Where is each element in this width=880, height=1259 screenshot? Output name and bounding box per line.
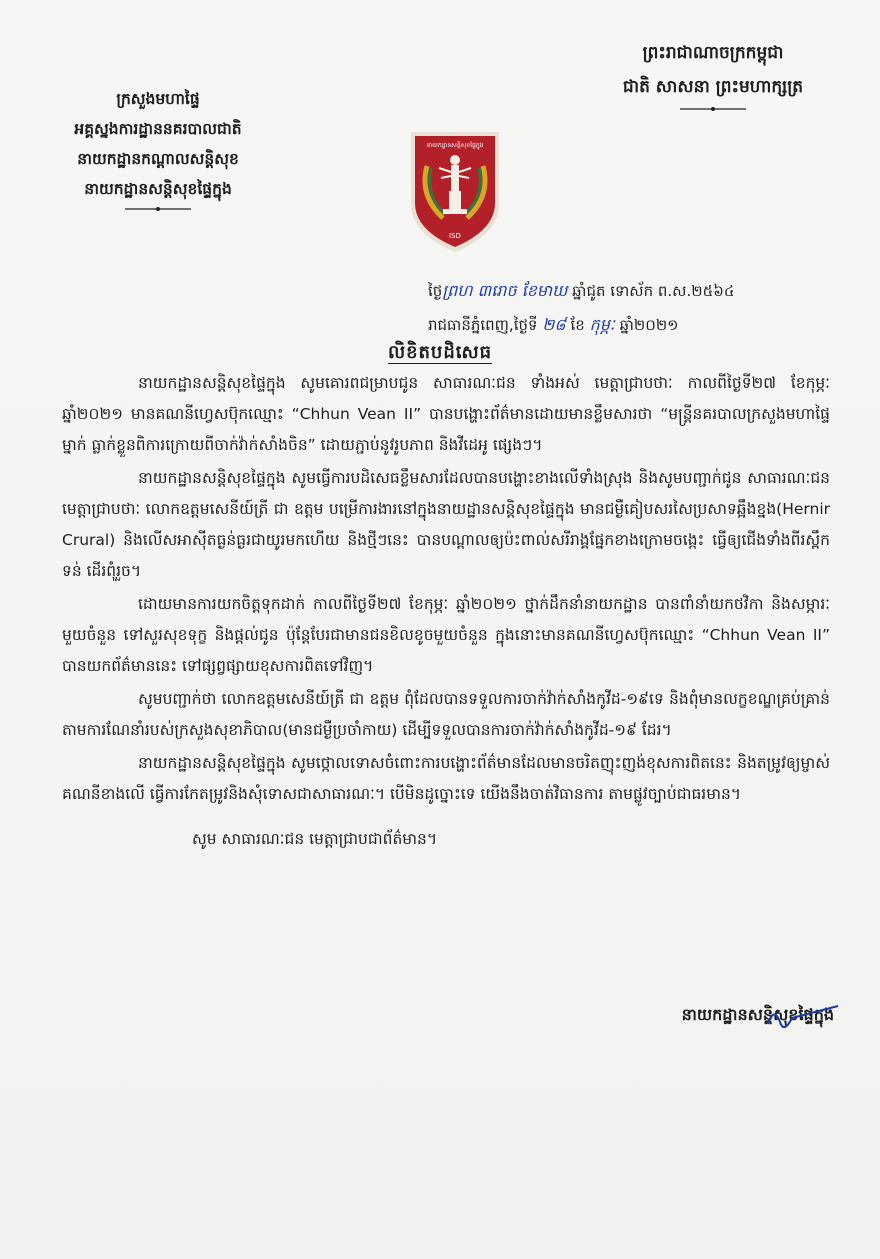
document-title: លិខិតបដិសេធ <box>387 342 493 363</box>
paragraph: នាយកដ្ឋានសន្តិសុខផ្ទៃក្នុង សូមគោរពជម្រាបជូន សាធារណៈជន ទាំងអស់ មេត្តាជ្រាបថាៈ កាលពីថ្ងៃទី២៧ ខែកុម្ភៈ ឆ្នាំ២០២១ មានគណនីហ្វេសប៊ុកឈ្មោះ “Chhun Vean II” បានបង្ហោះព័ត៌មានដោយមានខ្លឹមសារថា “មន្ត្រីនគរបាលក្រសួងមហាផ្ទៃម្នាក់ ធ្លាក់ខ្លួនពិការក្រោយពីចាក់វ៉ាក់សាំងចិន” ដោយភ្ជាប់នូវរូបភាព និងវីដេអូ ផ្សេងៗ។ <box>62 374 830 454</box>
handwritten-signature <box>762 1000 842 1036</box>
handwritten-month: កុម្ភៈ <box>589 315 615 334</box>
ministry-header <box>32 84 284 212</box>
handwritten-lunar-date: ព្រហ ៣រោច ខែមាឃ <box>442 281 568 300</box>
kingdom-heading: ព្រះរាជាណាចក្រកម្ពុជា <box>642 43 784 63</box>
paragraph: នាយកដ្ឋានសន្តិសុខផ្ទៃក្នុង សូមថ្កោលទោសចំពោះការបង្ហោះព័ត៌មានដែលមានចរិតញុះញង់ខុសការពិតនេះ និងតម្រូវឲ្យម្ចាស់គណនីខាងលើ ធ្វើការកែតម្រូវនិងសុំទោសជាសាធារណៈ។ បើមិនដូច្នោះទេ យើងនឹងចាត់វិធានការ តាមផ្លូវច្បាប់ជាធរមាន។ <box>62 754 830 803</box>
svg-text:នាយកដ្ឋានសន្តិសុខផ្ទៃក្នុង: នាយកដ្ឋានសន្តិសុខផ្ទៃក្នុង <box>426 142 484 149</box>
internal-security-dept: នាយកដ្ឋានសន្តិសុខផ្ទៃក្នុង <box>84 180 232 198</box>
ministry-name: ក្រសួងមហាផ្ទៃ <box>116 90 200 108</box>
lunar-date: ថ្ងៃព្រហ ៣រោច ខែមាឃ ឆ្នាំជូត ទោស័ក ព.ស.២៥៦៤ <box>428 281 735 300</box>
svg-text:ISD: ISD <box>449 232 461 240</box>
ornament-divider <box>678 106 748 112</box>
national-motto <box>598 36 828 112</box>
closing-line: សូម សាធារណៈជន មេត្តាជ្រាបជាព័ត៌មាន។ <box>192 830 438 848</box>
police-commissariat: អគ្គស្នងការដ្ឋាននគរបាលជាតិ <box>74 120 242 138</box>
paragraph: នាយកដ្ឋានសន្តិសុខផ្ទៃក្នុង សូមធ្វើការបដិសេធខ្លឹមសារដែលបានបង្ហោះខាងលើទាំងស្រុង និងសូមបញ្ជាក់ជូន សាធារណៈជន មេត្តាជ្រាបថាៈ លោកឧត្តមសេនីយ៍ត្រី ជា ឧត្តម បម្រើការងារនៅក្នុងនាយដ្ឋានសន្តិសុខផ្ទៃក្នុង មានជម្ងឺគៀបសរសៃប្រសាទឆ្អឹងខ្នង(Hernir Crural) និងលើសអាស៊ីតធ្ងន់ធ្ងរជាយូរមកហើយ និងថ្មីៗនេះ បានបណ្តាលឲ្យប៉ះពាល់សរីរាង្គផ្នែកខាងក្រោមចង្កេះ ធ្វើឲ្យជើងទាំងពីរស្ពឹកទន់ ដើរពុំរួច។ <box>62 469 830 580</box>
ornament-divider <box>123 206 193 212</box>
date-block <box>428 274 838 342</box>
paragraph: សូមបញ្ជាក់ថា លោកឧត្តមសេនីយ៍ត្រី ជា ឧត្តម ពុំដែលបានទទួលការចាក់វ៉ាក់សាំងកូវីដ-១៩ទេ និងពុំមានលក្ខខណ្ឌគ្រប់គ្រាន់តាមការណែនាំរបស់ក្រសួងសុខាភិបាល(មានជម្ងឺប្រចាំកាយ) ដើម្បីទទួលបានការចាក់វ៉ាក់សាំងកូវីដ-១៩ ដែរ។ <box>62 690 830 739</box>
letter-body <box>62 368 830 857</box>
motto-line: ជាតិ សាសនា ព្រះមហាក្សត្រ <box>622 77 804 97</box>
central-security-dept: នាយកដ្ឋានកណ្តាលសន្តិសុខ <box>77 150 239 168</box>
solar-date: រាជធានីភ្នំពេញ,ថ្ងៃទី ២៨ ខែ កុម្ភៈ ឆ្នាំ២០២១ <box>428 315 679 334</box>
signature-block: នាយកដ្ឋានសន្តិសុខផ្ទៃក្នុង <box>681 1005 834 1024</box>
paragraph: ដោយមានការយកចិត្តទុកដាក់ កាលពីថ្ងៃទី២៧ ខែកុម្ភៈ ឆ្នាំ២០២១ ថ្នាក់ដឹកនាំនាយកដ្ឋាន បានពាំនាំយកថវិកា និងសម្ភារៈមួយចំនួន ទៅសួរសុខទុក្ខ និងផ្តល់ជូន ប៉ុន្តែបែរជាមានជនខិលខូចមួយចំនួន ក្នុងនោះមានគណនីហ្វេសប៊ុកឈ្មោះ “Chhun Vean II” បានយកព័ត៌មាននេះ ទៅផ្សព្វផ្សាយខុសការពិតទៅវិញ។ <box>62 595 830 675</box>
department-emblem-logo <box>405 126 505 256</box>
handwritten-day: ២៨ <box>542 315 566 334</box>
